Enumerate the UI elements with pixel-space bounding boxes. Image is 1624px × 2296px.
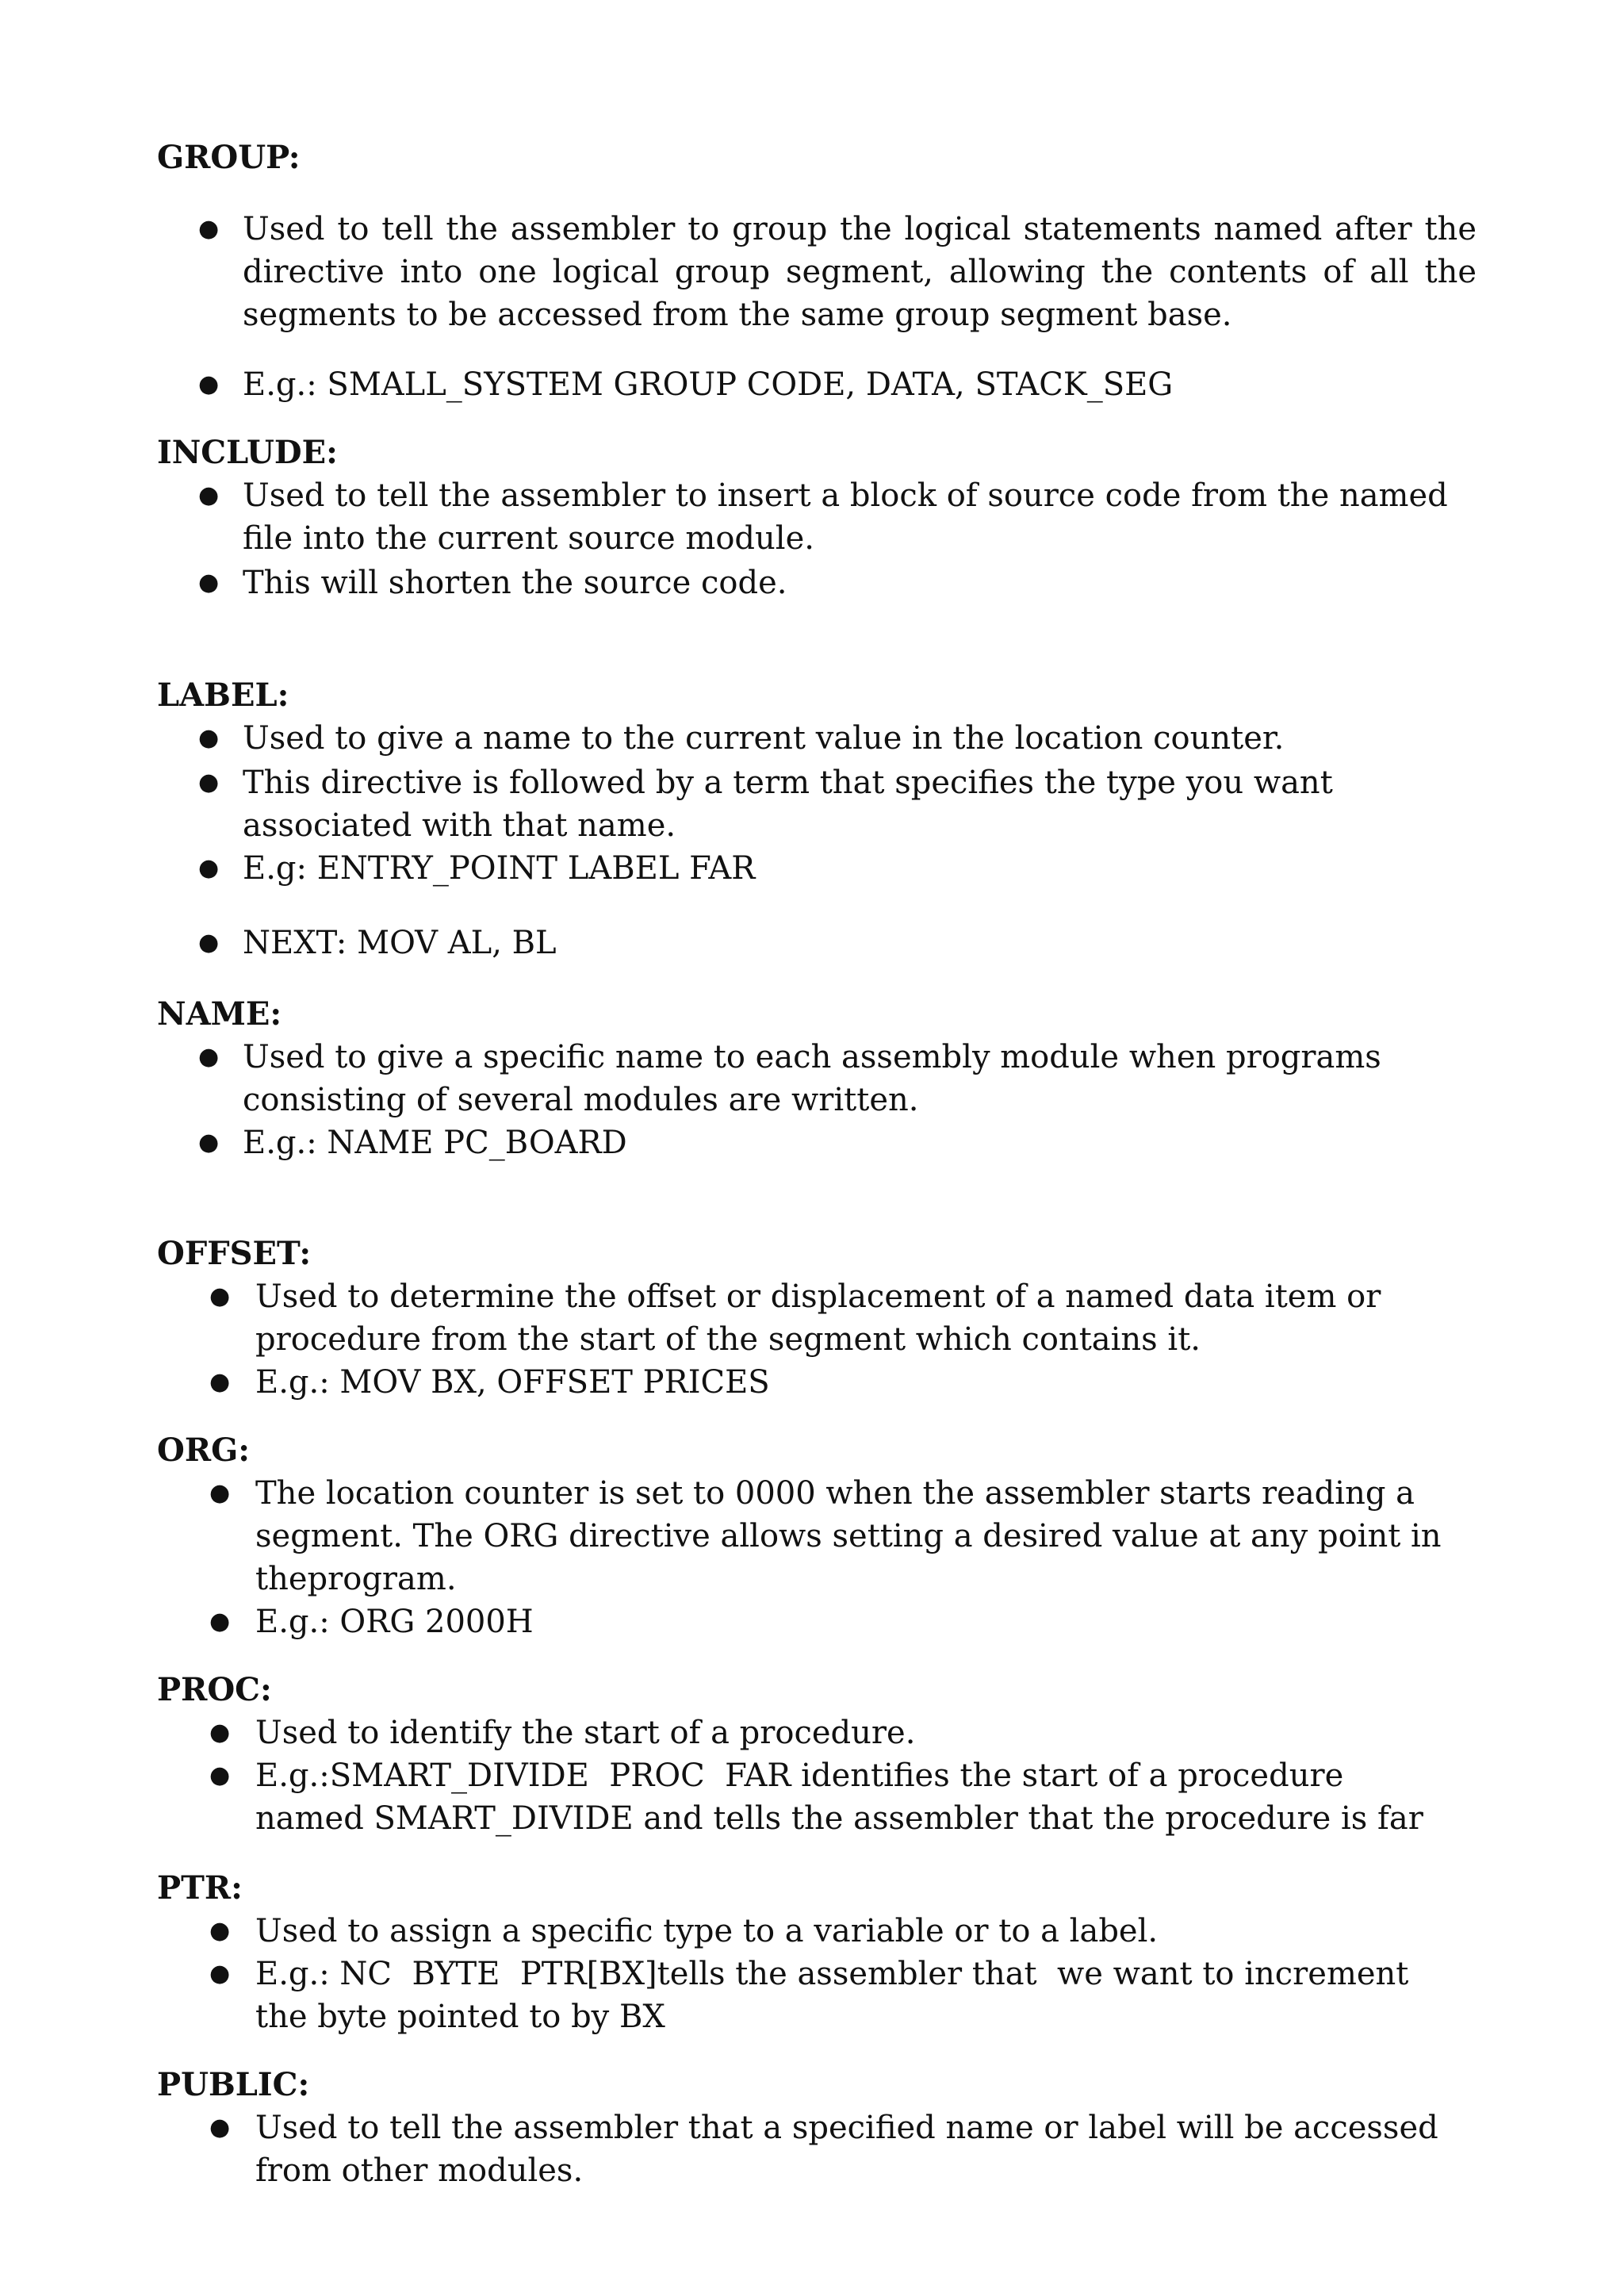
section-heading-proc: PROC: (157, 1671, 272, 1708)
list-item-text: Used to assign a specific type to a variable or to a label. (255, 1913, 1159, 1949)
list-item-text: Used to give a specific name to each assembly module when programs consisting of several modules are written. (243, 1039, 1381, 1118)
list-item (198, 922, 1477, 964)
list-item (209, 1754, 1445, 1840)
bullet-icon: ● (198, 854, 220, 882)
bullet-icon: ● (209, 1608, 231, 1635)
list-item (198, 208, 1477, 336)
list-item (209, 1711, 1445, 1754)
list-item-text: E.g.: NC BYTE PTR[BX]tells the assembler that we want to increment the byte pointed to by BX (255, 1956, 1419, 2035)
section-heading-name: NAME: (157, 995, 282, 1033)
bullet-icon: ● (209, 1761, 231, 1789)
list-item-text: E.g.:SMART_DIVIDE PROC FAR identifies the start of a procedure named SMART_DIVIDE and tells the assembler that the procedure is far (255, 1757, 1423, 1837)
list-item-text: Used to identify the start of a procedure. (255, 1715, 916, 1751)
bullet-icon: ● (209, 1479, 231, 1507)
list-item (209, 1953, 1445, 2038)
list-item-text: E.g.: ORG 2000H (255, 1604, 534, 1640)
section-heading-offset: OFFSET: (157, 1235, 312, 1272)
bullet-icon: ● (198, 569, 220, 596)
list-item-text: This directive is followed by a term that specifies the type you want associated with that name. (243, 765, 1333, 844)
list-item-text: E.g: ENTRY_POINT LABEL FAR (243, 850, 756, 887)
section-heading-public: PUBLIC: (157, 2066, 310, 2103)
list-item (209, 1600, 1445, 1643)
bullet-icon: ● (198, 370, 220, 398)
bullet-icon: ● (209, 1719, 231, 1746)
list-item-text: Used to tell the assembler that a specified name or label will be accessed from other modules. (255, 2110, 1438, 2189)
bullet-icon: ● (198, 769, 220, 796)
section-heading-include: INCLUDE: (157, 434, 338, 471)
bullet-icon: ● (198, 724, 220, 752)
bullet-icon: ● (198, 215, 220, 243)
bullet-icon: ● (198, 1043, 220, 1071)
list-item-text: Used to tell the assembler to group the logical statements named after the directive into one logical group segment, allowing the contents of all the segments to be accessed from the same group segment base. (243, 211, 1477, 333)
bullet-icon: ● (198, 929, 220, 956)
section-heading-ptr: PTR: (157, 1869, 243, 1907)
list-item (198, 717, 1477, 760)
list-item-text: This will shorten the source code. (243, 565, 787, 601)
list-item-text: NEXT: MOV AL, BL (243, 925, 557, 961)
bullet-icon: ● (209, 2114, 231, 2141)
list-item (198, 474, 1477, 560)
bullet-icon: ● (209, 1960, 231, 1987)
list-item (198, 847, 1477, 890)
list-item-text: E.g.: MOV BX, OFFSET PRICES (255, 1364, 770, 1401)
list-item (209, 1275, 1445, 1361)
bullet-icon: ● (198, 481, 220, 509)
list-item-text: The location counter is set to 0000 when the assembler starts reading a segment. The ORG directive allows setting a desired value at any point in theprogram. (255, 1475, 1442, 1597)
bullet-icon: ● (209, 1368, 231, 1396)
list-item (198, 761, 1477, 847)
list-item-text: Used to give a name to the current value in the location counter. (243, 720, 1285, 757)
list-item (209, 2106, 1445, 2192)
list-item-text: E.g.: NAME PC_BOARD (243, 1125, 627, 1161)
list-item (198, 1121, 1477, 1164)
list-item (198, 562, 1477, 604)
list-item-text: Used to determine the offset or displacement of a named data item or procedure from the start of the segment which contains it. (255, 1278, 1381, 1358)
list-item-text: Used to tell the assembler to insert a block of source code from the named file into the current source module. (243, 477, 1448, 557)
list-item (209, 1472, 1445, 1600)
list-item (209, 1361, 1445, 1404)
bullet-icon: ● (198, 1129, 220, 1156)
section-heading-label: LABEL: (157, 677, 289, 714)
list-item (198, 1036, 1477, 1121)
list-item (198, 363, 1477, 406)
section-heading-group: GROUP: (157, 139, 301, 176)
bullet-icon: ● (209, 1917, 231, 1945)
list-item (209, 1910, 1445, 1953)
list-item-text: E.g.: SMALL_SYSTEM GROUP CODE, DATA, STACK_SEG (243, 366, 1174, 403)
bullet-icon: ● (209, 1282, 231, 1310)
section-heading-org: ORG: (157, 1432, 251, 1469)
